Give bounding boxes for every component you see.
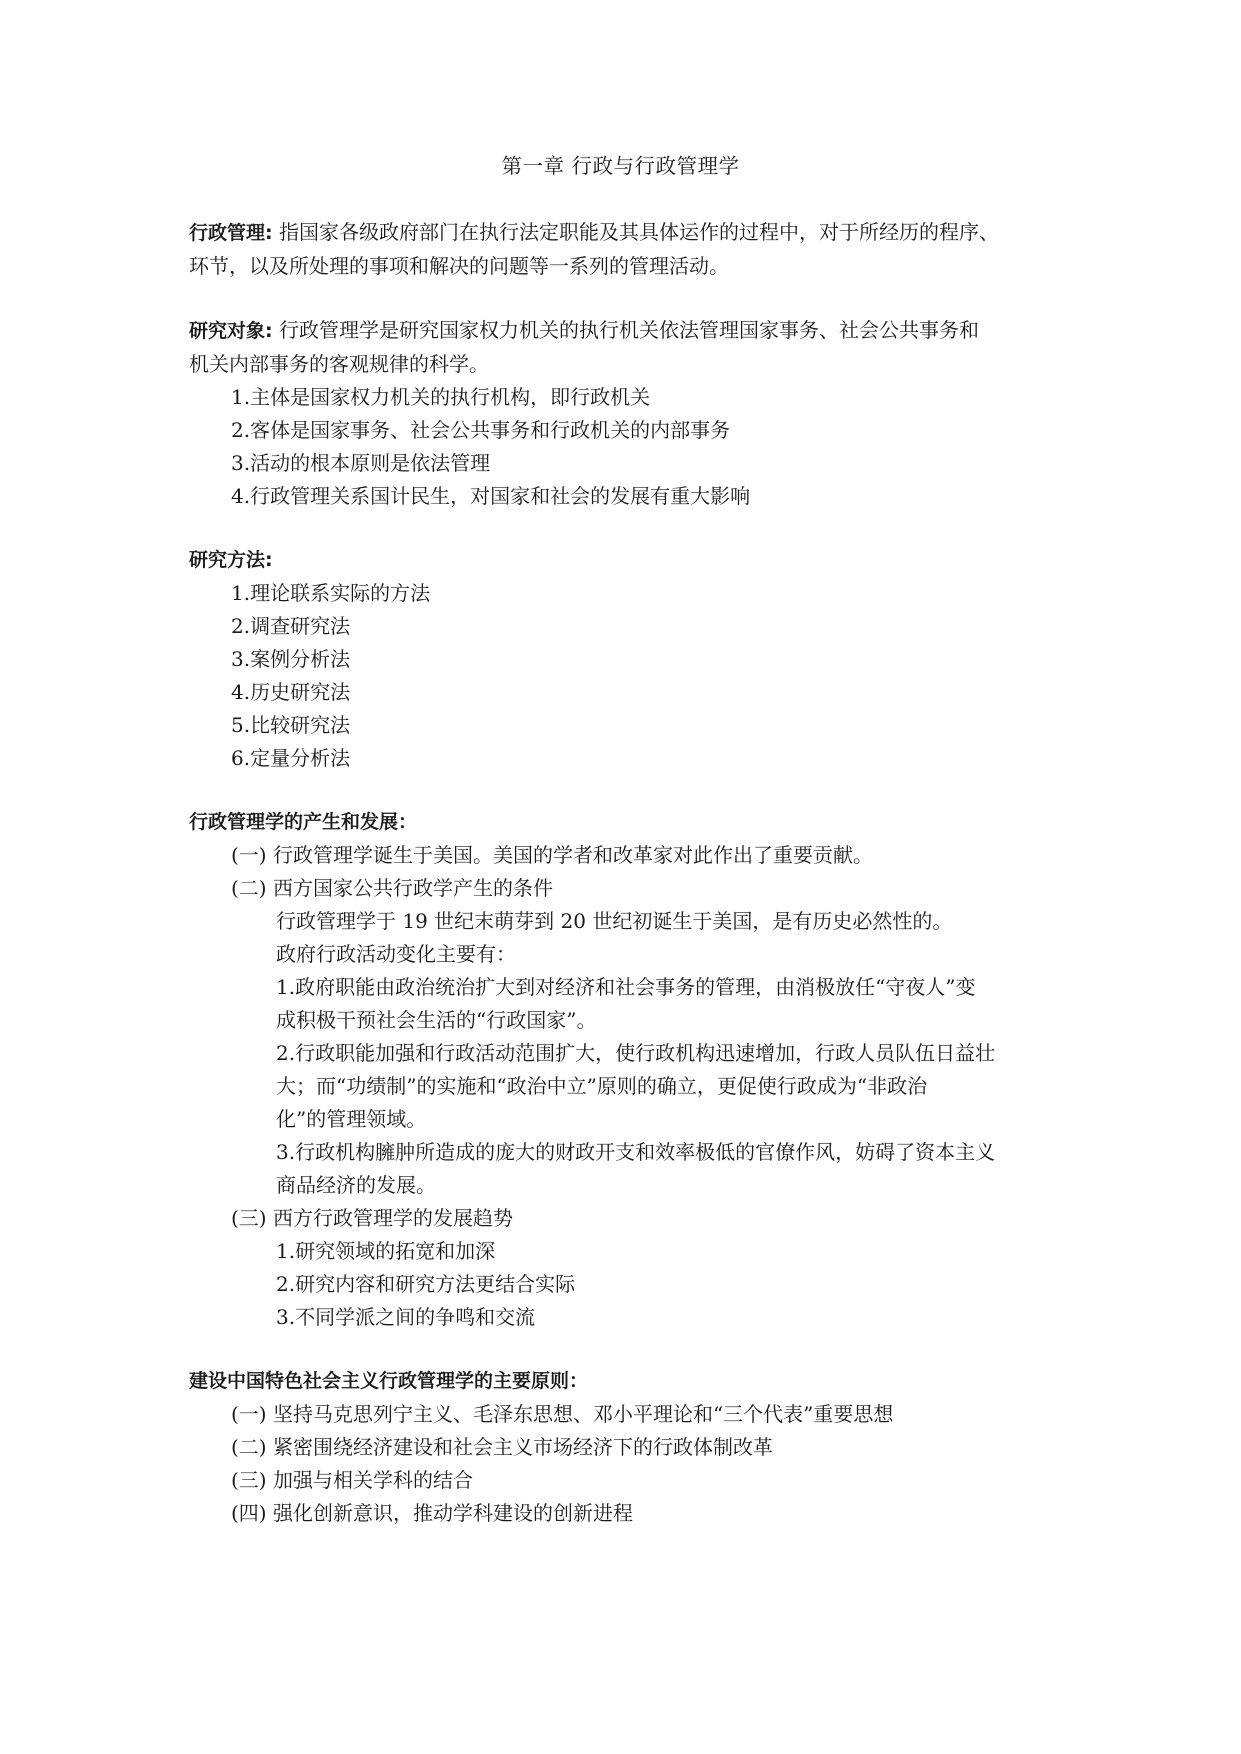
principles-heading: 建设中国特色社会主义行政管理学的主要原则： <box>189 1370 589 1392</box>
list-item: 3.不同学派之间的争鸣和交流 <box>276 1305 536 1329</box>
list-item: 2.调查研究法 <box>231 614 351 638</box>
list-item: 1.研究领域的拓宽和加深 <box>276 1239 496 1263</box>
research-methods-section <box>189 544 1059 775</box>
research-object-text-line2: 机关内部事务的客观规律的科学。 <box>189 352 489 376</box>
research-methods-heading: 研究方法: <box>189 549 273 571</box>
page-title: 第一章 行政与行政管理学 <box>501 154 740 178</box>
research-object-section <box>189 314 1059 513</box>
list-item: (二) 紧密围绕经济建设和社会主义市场经济下的行政体制改革 <box>231 1435 773 1459</box>
development-p2-line-b: 大；而“功绩制”的实施和“政治中立”原则的确立，更促使行政成为“非政治 <box>276 1074 928 1098</box>
list-item: (四) 强化创新意识，推动学科建设的创新进程 <box>231 1501 633 1525</box>
definition-section <box>189 216 1059 283</box>
list-item: 4.历史研究法 <box>231 680 351 704</box>
development-part2-line2: 政府行政活动变化主要有： <box>276 942 516 966</box>
definition-term: 行政管理: <box>189 222 273 244</box>
list-item: 4.行政管理关系国计民生，对国家和社会的发展有重大影响 <box>231 484 751 508</box>
development-heading: 行政管理学的产生和发展： <box>189 811 418 833</box>
document-body <box>189 216 1059 1530</box>
list-item: 2.研究内容和研究方法更结合实际 <box>276 1272 576 1296</box>
development-part2-line1: 行政管理学于 19 世纪末萌芽到 20 世纪初诞生于美国，是有历史必然性的。 <box>276 909 953 933</box>
development-section <box>189 806 1059 1334</box>
definition-text-line1: 指国家各级政府部门在执行法定职能及其具体运作的过程中，对于所经历的程序、 <box>278 220 999 244</box>
list-item: (一) 坚持马克思列宁主义、毛泽东思想、邓小平理论和“三个代表”重要思想 <box>231 1402 894 1426</box>
list-item: 3.活动的根本原则是依法管理 <box>231 451 491 475</box>
development-p2-line-c: 化”的管理领域。 <box>276 1107 427 1131</box>
development-p3-line-a: 3.行政机构臃肿所造成的庞大的财政开支和效率极低的官僚作风，妨碍了资本主义 <box>276 1140 996 1164</box>
development-p1-line-b: 成积极干预社会生活的“行政国家”。 <box>276 1008 597 1032</box>
research-object-text-line1: 行政管理学是研究国家权力机关的执行机关依法管理国家事务、社会公共事务和 <box>278 318 979 342</box>
development-p3-line-b: 商品经济的发展。 <box>276 1173 436 1197</box>
list-item: 1.理论联系实际的方法 <box>231 581 431 605</box>
development-part1: (一) 行政管理学诞生于美国。美国的学者和改革家对此作出了重要贡献。 <box>231 843 873 867</box>
definition-text-line2: 环节，以及所处理的事项和解决的问题等一系列的管理活动。 <box>189 254 729 278</box>
development-part2: (二) 西方国家公共行政学产生的条件 <box>231 876 553 900</box>
list-item: (三) 加强与相关学科的结合 <box>231 1468 473 1492</box>
principles-section <box>189 1365 1059 1530</box>
development-part3: (三) 西方行政管理学的发展趋势 <box>231 1206 513 1230</box>
list-item: 6.定量分析法 <box>231 746 351 770</box>
research-object-term: 研究对象: <box>189 320 273 342</box>
development-p1-line-a: 1.政府职能由政治统治扩大到对经济和社会事务的管理，由消极放任“守夜人”变 <box>276 975 976 999</box>
list-item: 5.比较研究法 <box>231 713 351 737</box>
list-item: 1.主体是国家权力机关的执行机构，即行政机关 <box>231 385 651 409</box>
list-item: 2.客体是国家事务、社会公共事务和行政机关的内部事务 <box>231 418 731 442</box>
development-p2-line-a: 2.行政职能加强和行政活动范围扩大，使行政机构迅速增加，行政人员队伍日益壮 <box>276 1041 996 1065</box>
list-item: 3.案例分析法 <box>231 647 351 671</box>
